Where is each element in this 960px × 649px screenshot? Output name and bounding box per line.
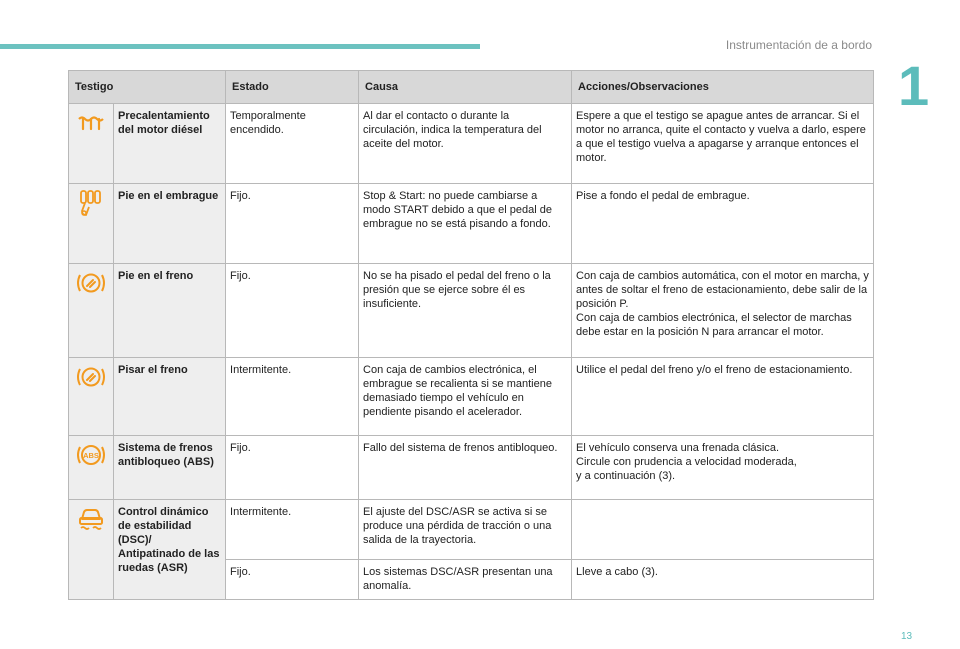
light-state: Fijo. bbox=[226, 560, 359, 600]
table-row bbox=[69, 104, 874, 184]
foot-on-clutch-icon bbox=[73, 189, 109, 217]
foot-on-brake-icon bbox=[73, 269, 109, 297]
action-line: Con caja de cambios automática, con el motor en marcha, y antes de soltar el freno de estacionamiento, debe salir de la posición P. bbox=[576, 270, 869, 310]
column-header-acciones: Acciones/Observaciones bbox=[572, 71, 874, 104]
table-row bbox=[69, 264, 874, 358]
table-header-row bbox=[69, 71, 874, 104]
light-state: Fijo. bbox=[226, 264, 359, 358]
light-state: Intermitente. bbox=[226, 500, 359, 560]
light-cause: El ajuste del DSC/ASR se activa si se produce una pérdida de tracción o una salida de la trayectoria. bbox=[359, 500, 572, 560]
icon-cell bbox=[69, 436, 114, 500]
table-row bbox=[69, 436, 874, 500]
light-action bbox=[572, 436, 874, 500]
light-action: Utilice el pedal del freno y/o el freno de estacionamiento. bbox=[572, 358, 874, 436]
action-line: y a continuación (3). bbox=[576, 470, 676, 482]
light-state: Fijo. bbox=[226, 436, 359, 500]
chapter-number: 1 bbox=[898, 54, 930, 117]
light-name: Pisar el freno bbox=[114, 358, 226, 436]
column-header-causa: Causa bbox=[359, 71, 572, 104]
icon-cell bbox=[69, 358, 114, 436]
light-name: Precalentamiento del motor diésel bbox=[114, 104, 226, 184]
icon-cell bbox=[69, 264, 114, 358]
light-cause: No se ha pisado el pedal del freno o la presión que se ejerce sobre él es insuficiente. bbox=[359, 264, 572, 358]
press-brake-icon bbox=[73, 363, 109, 391]
light-cause: Al dar el contacto o durante la circulación, indica la temperatura del aceite del motor. bbox=[359, 104, 572, 184]
light-state: Intermitente. bbox=[226, 358, 359, 436]
action-line: Con caja de cambios electrónica, el selector de marchas debe estar en la posición N para arrancar el motor. bbox=[576, 312, 852, 338]
page-number: 13 bbox=[901, 631, 913, 642]
icon-cell bbox=[69, 500, 114, 600]
light-cause: Stop & Start: no puede cambiarse a modo START debido a que el pedal de embrague no se está pisando a fondo. bbox=[359, 184, 572, 264]
table-row bbox=[69, 500, 874, 560]
action-line: Circule con prudencia a velocidad moderada, bbox=[576, 456, 797, 468]
warning-lights-table bbox=[68, 70, 874, 600]
light-action bbox=[572, 500, 874, 560]
abs-icon-text: ABS bbox=[83, 451, 99, 460]
light-name: Pie en el freno bbox=[114, 264, 226, 358]
light-cause: Los sistemas DSC/ASR presentan una anomalía. bbox=[359, 560, 572, 600]
light-name: Control dinámico de estabilidad (DSC)/ Antipatinado de las ruedas (ASR) bbox=[114, 500, 226, 600]
light-action bbox=[572, 264, 874, 358]
light-action: Pise a fondo el pedal de embrague. bbox=[572, 184, 874, 264]
glow-plug-icon bbox=[73, 109, 109, 137]
light-name: Pie en el embrague bbox=[114, 184, 226, 264]
light-action: Lleve a cabo (3). bbox=[572, 560, 874, 600]
column-header-estado: Estado bbox=[226, 71, 359, 104]
action-line: El vehículo conserva una frenada clásica. bbox=[576, 442, 780, 454]
light-state: Fijo. bbox=[226, 184, 359, 264]
abs-icon bbox=[73, 441, 109, 469]
section-title: Instrumentación de a bordo bbox=[725, 38, 872, 52]
light-cause: Con caja de cambios electrónica, el embrague se recalienta si se mantiene demasiado tiempo el vehículo en pendiente pisando el acelerador. bbox=[359, 358, 572, 436]
table-row bbox=[69, 358, 874, 436]
table-row bbox=[69, 184, 874, 264]
icon-cell bbox=[69, 184, 114, 264]
light-state: Temporalmente encendido. bbox=[226, 104, 359, 184]
icon-cell bbox=[69, 104, 114, 184]
light-cause: Fallo del sistema de frenos antibloqueo. bbox=[359, 436, 572, 500]
light-action: Espere a que el testigo se apague antes de arrancar. Si el motor no arranca, quite el contacto y vuelva a darlo, espere a que el testigo vuelva a apagarse y arranque entonces el motor. bbox=[572, 104, 874, 184]
header-accent-bar bbox=[0, 44, 480, 49]
dsc-asr-icon bbox=[73, 505, 109, 533]
column-header-testigo: Testigo bbox=[69, 71, 226, 104]
light-name: Sistema de frenos antibloqueo (ABS) bbox=[114, 436, 226, 500]
